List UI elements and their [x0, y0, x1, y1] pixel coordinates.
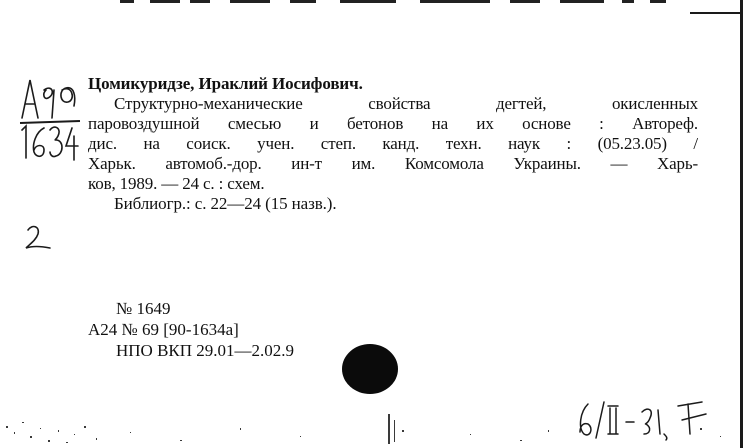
accession-block [88, 298, 294, 361]
handwritten-1634 [18, 122, 82, 166]
entry-line-3: дис. на соиск. учен. степ. канд. техн. наук : (05.23.05) / [88, 134, 698, 153]
handwritten-a90 [18, 76, 80, 124]
author-heading: Цомикуридзе, Ираклий Иосифович. [88, 74, 363, 93]
scan-noise-bottom [0, 370, 750, 448]
scan-noise-top [0, 0, 750, 10]
entry-line-2: паровоздушной смесью и бетонов на их основе : Автореф. [88, 114, 698, 133]
bibliography-note: Библиогр.: с. 22—24 (15 назв.). [114, 194, 337, 213]
record-number: № 1649 [116, 299, 171, 318]
bibliographic-entry [88, 74, 698, 214]
handwritten-2 [22, 222, 56, 256]
entry-line-5: ков, 1989. — 24 с. : схем. [88, 174, 265, 193]
publisher-line: НПО ВКП 29.01—2.02.9 [116, 341, 295, 360]
card-top-edge-tick [690, 12, 742, 14]
entry-line-4: Харьк. автомоб.-дор. ин-т им. Комсомола Украины. — Харь- [88, 154, 698, 173]
entry-line-1: Структурно-механические свойства дегтей, окисленных [114, 94, 698, 113]
shelfmark: А24 № 69 [90-1634а] [88, 320, 239, 339]
